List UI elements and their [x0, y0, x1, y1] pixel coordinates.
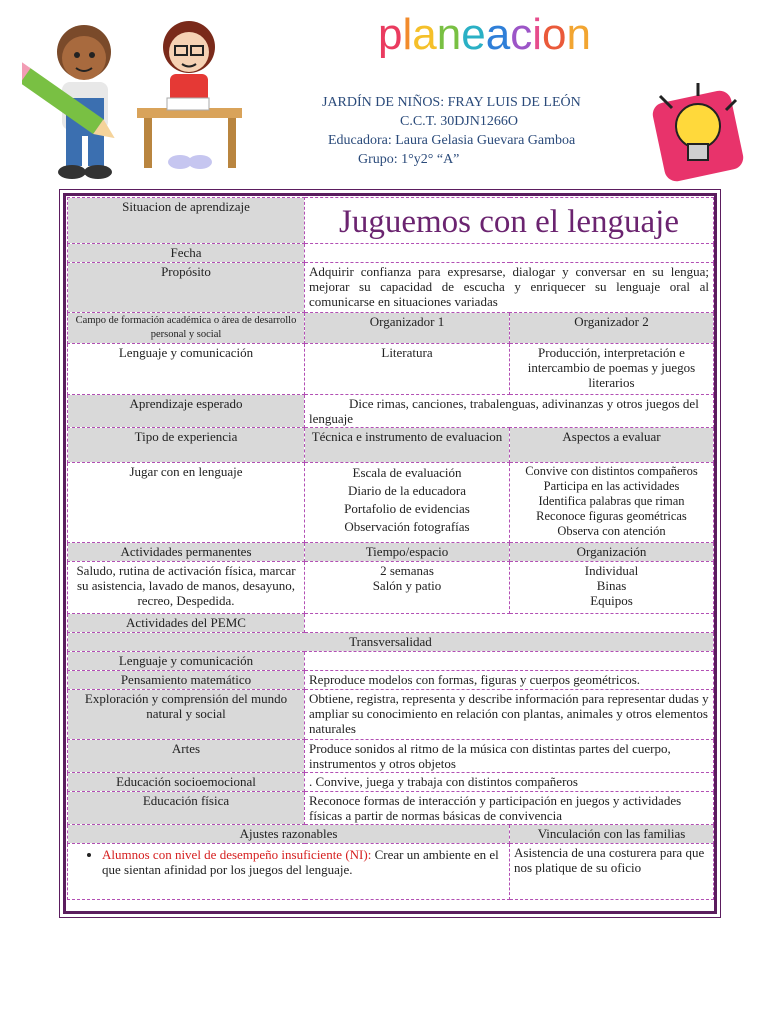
organizador2-label: Organizador 2 [510, 313, 714, 344]
transversal-label: Artes [68, 740, 305, 773]
list-item [102, 847, 505, 877]
title-letter: e [461, 10, 486, 59]
school-name: JARDÍN DE NIÑOS: FRAY LUIS DE LEÓN [322, 95, 581, 110]
title-letter: a [485, 10, 511, 59]
pemc-label: Actividades del PEMC [68, 614, 305, 633]
transversal-label: Lenguaje y comunicación [68, 652, 305, 671]
lightbulb-icon [640, 78, 755, 193]
title-letter: p [378, 10, 403, 59]
fecha-label: Fecha [68, 244, 305, 263]
page-title [378, 10, 591, 60]
list-item: Identifica palabras que riman [538, 494, 685, 508]
list-item: 2 semanas [380, 563, 434, 578]
situacion-label: Situacion de aprendizaje [68, 198, 305, 244]
boy-with-pencil-illustration [22, 10, 137, 185]
list-item: Individual [584, 563, 639, 578]
school-cct: C.C.T. 30DJN1266O [400, 114, 518, 129]
list-item: Observación fotografías [344, 519, 470, 534]
list-item: Diario de la educadora [347, 483, 467, 498]
situacion-value: Juguemos con el lenguaje [305, 198, 714, 244]
transversal-label: Pensamiento matemático [68, 671, 305, 690]
transversal-value: . Convive, juega y trabaja con distintos compañeros [305, 773, 714, 792]
list-item: Participa en las actividades [543, 479, 680, 493]
list-item: Convive con distintos compañeros [525, 464, 698, 478]
aprendizaje-value: Dice rimas, canciones, trabalenguas, adivinanzas y otros juegos del lenguaje [305, 395, 714, 428]
list-item: Escala de evaluación [352, 465, 462, 480]
permanentes-value: Saludo, rutina de activación física, marcar su asistencia, lavado de manos, desayuno, recreo, Despedida. [68, 562, 305, 614]
aspectos-list [510, 463, 714, 543]
title-letter: a [412, 10, 437, 59]
organizador1-label: Organizador 1 [305, 313, 510, 344]
organizacion-label: Organización [510, 543, 714, 562]
proposito-label: Propósito [68, 263, 305, 313]
list-item: Binas [596, 578, 627, 593]
ajustes-value [68, 844, 510, 900]
transversalidad-label: Transversalidad [68, 633, 714, 652]
transversal-value: Reconoce formas de interacción y participación en juegos y actividades físicas a partir de normas básicas de convivencia [305, 792, 714, 825]
school-info [300, 93, 630, 169]
title-letter: l [402, 10, 413, 59]
aspectos-label: Aspectos a evaluar [510, 428, 714, 463]
tipo-value: Jugar con en lenguaje [68, 463, 305, 543]
fecha-value [305, 244, 714, 263]
ajustes-label: Ajustes razonables [68, 825, 510, 844]
list-item: Observa con atención [557, 524, 666, 538]
transversal-value: Reproduce modelos con formas, figuras y cuerpos geométricos. [305, 671, 714, 690]
transversal-label: Educación socioemocional [68, 773, 305, 792]
girl-writing-illustration [132, 12, 247, 187]
tiempo-list [305, 562, 510, 614]
organizador1-value: Literatura [305, 344, 510, 395]
tecnica-list [305, 463, 510, 543]
campo-label: Campo de formación académica o área de desarrollo personal y social [68, 313, 305, 344]
pemc-value [305, 614, 714, 633]
ajustes-text: Crear un ambiente en el que sientan afinidad por los juegos del lenguaje. [102, 847, 499, 877]
aprendizaje-label: Aprendizaje esperado [68, 395, 305, 428]
teacher-name: Educadora: Laura Gelasia Guevara Gamboa [328, 133, 576, 148]
organizador2-value: Producción, interpretación e intercambio de poemas y juegos literarios [510, 344, 714, 395]
group-name: Grupo: 1°y2° “A” [358, 152, 460, 167]
list-item: Reconoce figuras geométricas [536, 509, 687, 523]
organizacion-list [510, 562, 714, 614]
planning-table [67, 197, 714, 900]
title-letter: n [436, 10, 462, 59]
title-letter: n [566, 10, 591, 59]
permanentes-label: Actividades permanentes [68, 543, 305, 562]
transversal-value [305, 652, 714, 671]
title-letter: i [532, 10, 542, 59]
transversal-label: Exploración y comprensión del mundo natural y social [68, 690, 305, 740]
tiempo-label: Tiempo/espacio [305, 543, 510, 562]
title-letter: o [541, 10, 567, 59]
tecnica-label: Técnica e instrumento de evaluacion [305, 428, 510, 463]
list-item: Portafolio de evidencias [344, 501, 470, 516]
list-item: Equipos [590, 593, 633, 608]
ajustes-highlight: Alumnos con nivel de desempeño insuficiente (NI): [102, 847, 372, 862]
transversal-label: Educación física [68, 792, 305, 825]
campo-value: Lenguaje y comunicación [68, 344, 305, 395]
title-letter: c [510, 10, 533, 59]
transversal-value: Produce sonidos al ritmo de la música con distintas partes del cuerpo, instrumentos y otros objetos [305, 740, 714, 773]
vinculacion-label: Vinculación con las familias [510, 825, 714, 844]
list-item: Salón y patio [372, 578, 442, 593]
transversal-value: Obtiene, registra, representa y describe información para representar dudas y ampliar su conocimiento en relación con plantas, animales y otros elementos naturales [305, 690, 714, 740]
vinculacion-value: Asistencia de una costurera para que nos platique de su oficio [510, 844, 714, 900]
proposito-value: Adquirir confianza para expresarse, dialogar y conversar en su lengua; mejorar su capacidad de escucha y enriquecer su lenguaje oral al comunicarse en situaciones variadas [305, 263, 714, 313]
tipo-label: Tipo de experiencia [68, 428, 305, 463]
